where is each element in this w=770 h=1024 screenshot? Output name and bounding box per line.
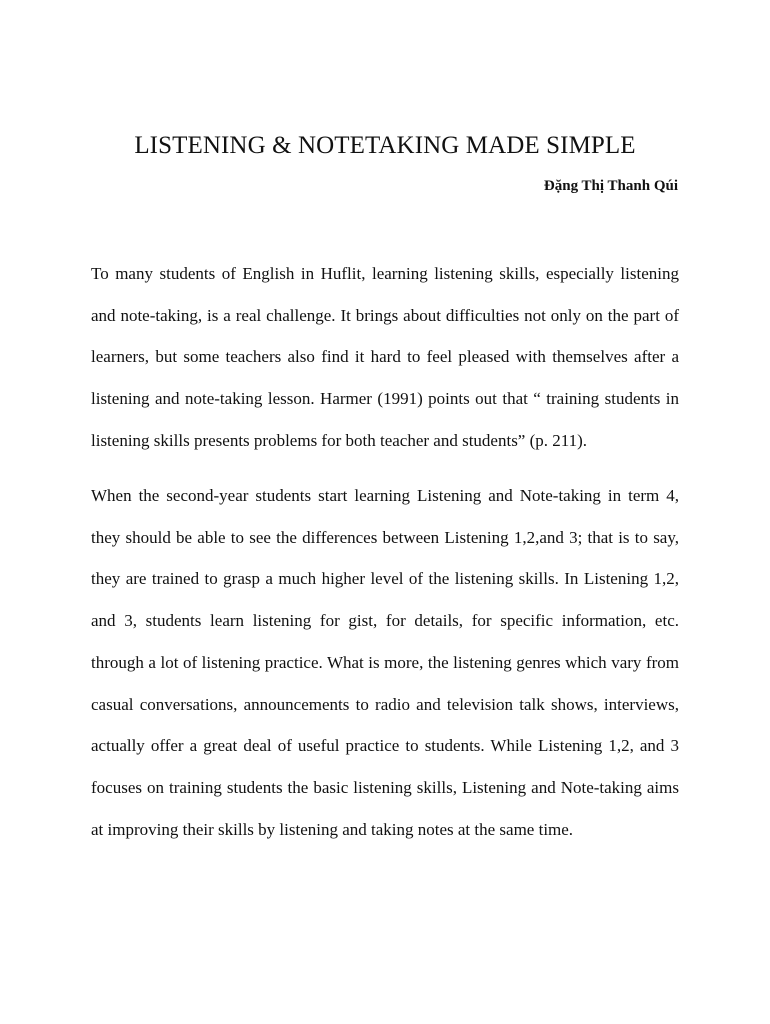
document-title: LISTENING & NOTETAKING MADE SIMPLE [134, 132, 636, 159]
paragraph-2: When the second-year students start learning Listening and Note-taking in term 4, they should be able to see the differences between Listening 1,2,and 3; that is to say, they are trained to grasp a much higher level of the listening skills. In Listening 1,2, and 3, students learn listening for gist, for details, for specific information, etc. through a lot of listening practice. What is more, the listening genres which vary from casual conversations, announcements to radio and television talk shows, interviews, actually offer a great deal of useful practice to students. While Listening 1,2, and 3 focuses on training students the basic listening skills, Listening and Note-taking aims at improving their skills by listening and taking notes at the same time. [91, 486, 679, 839]
document-author: Đặng Thị Thanh Qúi [543, 178, 678, 194]
paragraph-1: To many students of English in Huflit, learning listening skills, especially listening and note-taking, is a real challenge. It brings about difficulties not only on the part of learners, but some teachers also find it hard to feel pleased with themselves after a listening and note-taking lesson. Harmer (1991) points out that “ training students in listening skills presents problems for both teacher and students” (p. 211). [91, 264, 679, 450]
